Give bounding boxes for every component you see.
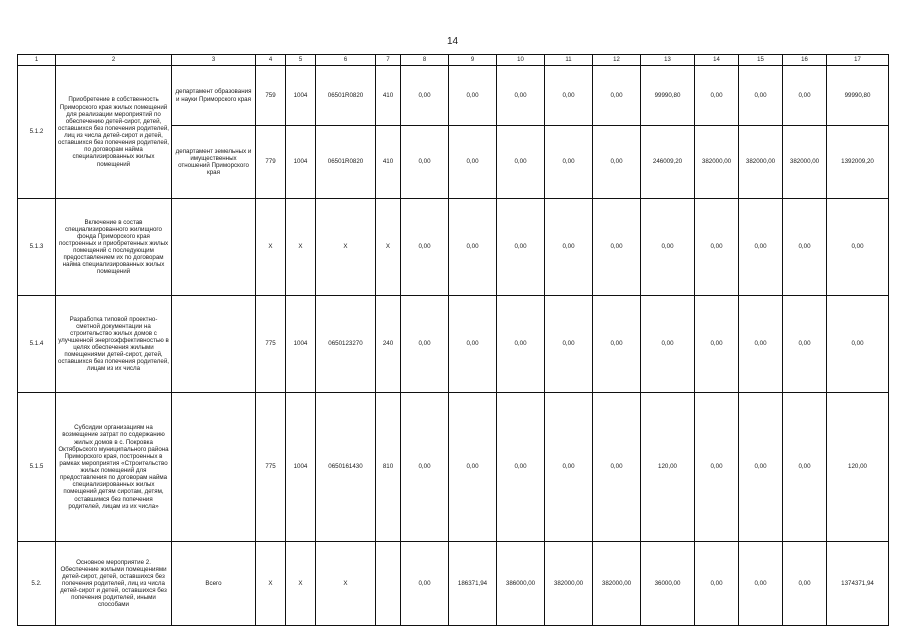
rzpr-code: X [286,542,316,626]
value-col-12: 0,00 [593,296,641,393]
value-col-9: 186371,94 [449,542,497,626]
value-col-12: 0,00 [593,126,641,199]
csr-code: 0650123270 [316,296,376,393]
value-col-13: 120,00 [641,393,695,542]
column-header-9: 9 [449,55,497,66]
row-number: 5.1.3 [18,199,56,296]
value-col-14: 0,00 [695,199,739,296]
page-number: 14 [446,36,459,47]
value-col-13: 99990,80 [641,66,695,126]
row-description: Приобретение в собственность Приморского края жилых помещений для реализации мероприятий по обеспечению детей-сирот, детей, оставшихся без попечения родителей, лиц из числа детей-сирот и детей, оставшихся без попечения родителей, по договорам найма специализированных жилых помещений [56,66,172,199]
value-col-16: 0,00 [783,393,827,542]
rzpr-code: 1004 [286,126,316,199]
row-description: Субсидии организациям на возмещение затрат по содержанию жилых домов в с. Покровка Октябрьского муниципального района Приморского края, построенных в рамках мероприятия «Строительство жилых помещений для предоставления по договорам найма специализированных жилых помещений детям сиротам, детям, оставшимся без попечения родителей, лицам из их числа» [56,393,172,542]
value-col-15: 0,00 [739,66,783,126]
csr-code: X [316,542,376,626]
value-col-12: 382000,00 [593,542,641,626]
executor [172,296,256,393]
column-header-2: 2 [56,55,172,66]
value-col-15: 0,00 [739,542,783,626]
executor [172,199,256,296]
column-header-12: 12 [593,55,641,66]
rzpr-code: 1004 [286,393,316,542]
value-col-9: 0,00 [449,393,497,542]
column-header-10: 10 [497,55,545,66]
table-row [18,296,889,393]
csr-code: 06501R0820 [316,126,376,199]
column-header-7: 7 [376,55,401,66]
vr-code: 410 [376,126,401,199]
column-header-14: 14 [695,55,739,66]
column-header-15: 15 [739,55,783,66]
value-col-13: 246009,20 [641,126,695,199]
rzpr-code: 1004 [286,66,316,126]
table-row [18,542,889,626]
value-col-17: 0,00 [827,199,889,296]
value-col-13: 0,00 [641,199,695,296]
value-col-10: 0,00 [497,393,545,542]
grbs-code: X [256,542,286,626]
value-col-14: 382000,00 [695,126,739,199]
executor: департамент образования и науки Приморского края [172,66,256,126]
vr-code [376,542,401,626]
value-col-14: 0,00 [695,296,739,393]
value-col-10: 0,00 [497,66,545,126]
table-row [18,393,889,542]
column-header-8: 8 [401,55,449,66]
value-col-8: 0,00 [401,126,449,199]
value-col-11: 382000,00 [545,542,593,626]
value-col-10: 0,00 [497,296,545,393]
row-number: 5.1.5 [18,393,56,542]
value-col-11: 0,00 [545,126,593,199]
column-header-11: 11 [545,55,593,66]
vr-code: 410 [376,66,401,126]
value-col-16: 0,00 [783,296,827,393]
value-col-9: 0,00 [449,126,497,199]
grbs-code: X [256,199,286,296]
value-col-10: 0,00 [497,126,545,199]
value-col-8: 0,00 [401,542,449,626]
value-col-8: 0,00 [401,296,449,393]
row-description: Основное мероприятие 2. Обеспечение жилыми помещениями детей-сирот, детей, оставшихся без попечения родителей, лиц из числа детей-сирот и детей, оставшихся без попечения родителей, иными способами [56,542,172,626]
value-col-11: 0,00 [545,393,593,542]
grbs-code: 775 [256,296,286,393]
value-col-17: 0,00 [827,296,889,393]
value-col-9: 0,00 [449,199,497,296]
value-col-11: 0,00 [545,199,593,296]
rzpr-code: X [286,199,316,296]
grbs-code: 775 [256,393,286,542]
column-header-1: 1 [18,55,56,66]
value-col-17: 99990,80 [827,66,889,126]
row-description: Включение в состав специализированного жилищного фонда Приморского края построенных и приобретенных жилых помещений с последующим предоставлением их по договорам найма специализированных жилых помещений [56,199,172,296]
row-description: Разработка типовой проектно-сметной документации на строительство жилых домов с улучшенной энергоэффективностью в целях обеспечения жилыми помещениями детей-сирот, детей, оставшихся без попечения родителей, лицам из их числа [56,296,172,393]
executor: Всего [172,542,256,626]
vr-code: 240 [376,296,401,393]
value-col-13: 36000,00 [641,542,695,626]
grbs-code: 779 [256,126,286,199]
value-col-11: 0,00 [545,66,593,126]
value-col-12: 0,00 [593,66,641,126]
value-col-13: 0,00 [641,296,695,393]
value-col-16: 382000,00 [783,126,827,199]
column-header-4: 4 [256,55,286,66]
value-col-9: 0,00 [449,296,497,393]
column-header-6: 6 [316,55,376,66]
value-col-17: 120,00 [827,393,889,542]
column-header-3: 3 [172,55,256,66]
budget-table [17,54,889,626]
value-col-8: 0,00 [401,66,449,126]
row-number: 5.1.2 [18,66,56,199]
table-row [18,199,889,296]
value-col-17: 1374371,94 [827,542,889,626]
value-col-17: 1392009,20 [827,126,889,199]
csr-code: 0650161430 [316,393,376,542]
column-header-16: 16 [783,55,827,66]
value-col-10: 0,00 [497,199,545,296]
value-col-9: 0,00 [449,66,497,126]
value-col-15: 0,00 [739,199,783,296]
vr-code: 810 [376,393,401,542]
value-col-14: 0,00 [695,393,739,542]
table-row [18,66,889,126]
executor: департамент земельных и имущественных отношений Приморского края [172,126,256,199]
value-col-15: 0,00 [739,393,783,542]
value-col-16: 0,00 [783,66,827,126]
value-col-8: 0,00 [401,393,449,542]
value-col-10: 386000,00 [497,542,545,626]
column-number-row [18,55,889,66]
column-header-17: 17 [827,55,889,66]
grbs-code: 759 [256,66,286,126]
executor [172,393,256,542]
value-col-16: 0,00 [783,199,827,296]
value-col-14: 0,00 [695,542,739,626]
column-header-5: 5 [286,55,316,66]
value-col-8: 0,00 [401,199,449,296]
rzpr-code: 1004 [286,296,316,393]
value-col-16: 0,00 [783,542,827,626]
row-number: 5.1.4 [18,296,56,393]
value-col-15: 0,00 [739,296,783,393]
column-header-13: 13 [641,55,695,66]
value-col-12: 0,00 [593,199,641,296]
row-number: 5.2. [18,542,56,626]
value-col-12: 0,00 [593,393,641,542]
vr-code: X [376,199,401,296]
csr-code: 06501R0820 [316,66,376,126]
value-col-14: 0,00 [695,66,739,126]
value-col-11: 0,00 [545,296,593,393]
csr-code: X [316,199,376,296]
value-col-15: 382000,00 [739,126,783,199]
